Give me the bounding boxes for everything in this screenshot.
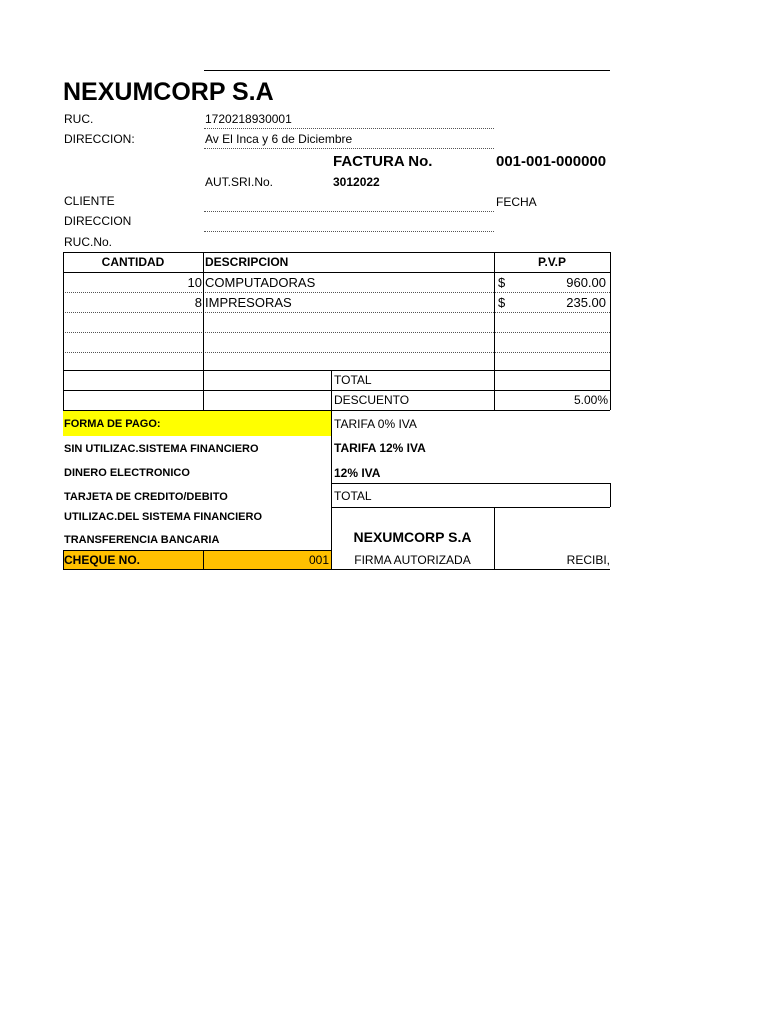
ruc-value: 1720218930001 — [205, 112, 292, 126]
row-sep-2 — [63, 312, 610, 313]
client-ruc-label: RUC.No. — [64, 235, 113, 249]
address-underline — [204, 148, 494, 149]
table-top-border — [63, 252, 610, 253]
payment-option-2: DINERO ELECTRONICO — [64, 467, 190, 479]
factura-number: 001-001-000000 — [496, 153, 607, 170]
top-rule — [204, 70, 610, 71]
tax-total-top — [331, 483, 610, 484]
fecha-label: FECHA — [496, 195, 537, 209]
aut-value: 3012022 — [333, 175, 380, 189]
iva-12-label: 12% IVA — [334, 466, 381, 480]
firma-autorizada: FIRMA AUTORIZADA — [354, 553, 471, 567]
cheque-top-border — [63, 550, 331, 551]
table-body-bottom — [63, 370, 610, 371]
ruc-label: RUC. — [64, 112, 94, 126]
row-sep-3 — [63, 332, 610, 333]
row1-cantidad: 10 — [187, 275, 202, 290]
company-name: NEXUMCORP S.A — [63, 78, 274, 106]
address-label: DIRECCION: — [64, 132, 135, 146]
ruc-underline — [204, 128, 494, 129]
row2-descripcion: IMPRESORAS — [205, 295, 292, 310]
row-sep-4 — [63, 352, 610, 353]
header-cantidad: CANTIDAD — [101, 255, 165, 269]
col-sep-pvp — [494, 252, 495, 410]
row2-currency: $ — [498, 295, 506, 310]
cheque-value: 001 — [308, 553, 329, 567]
forma-de-pago-label: FORMA DE PAGO: — [64, 418, 161, 430]
cliente-underline — [204, 211, 494, 212]
payment-option-5: TRANSFERENCIA BANCARIA — [64, 534, 220, 546]
cliente-label: CLIENTE — [64, 194, 115, 208]
row1-descripcion: COMPUTADORAS — [205, 275, 316, 290]
payment-option-4: UTILIZAC.DEL SISTEMA FINANCIERO — [64, 511, 262, 523]
tax-total-right — [610, 483, 611, 507]
total-row-bottom — [63, 390, 610, 391]
col-sep-summary — [331, 370, 332, 410]
total-label: TOTAL — [334, 373, 372, 387]
row2-pvp: 235.00 — [566, 295, 606, 310]
factura-label: FACTURA No. — [333, 153, 433, 170]
payment-option-1: SIN UTILIZAC.SISTEMA FINANCIERO — [64, 443, 259, 455]
header-pvp: P.V.P — [537, 255, 567, 269]
descuento-value: 5.00% — [573, 393, 608, 407]
direccion-underline — [204, 231, 494, 232]
row2-cantidad: 8 — [194, 295, 202, 310]
tax-total-bottom — [331, 507, 610, 508]
row-sep-1 — [63, 292, 610, 293]
client-direccion-label: DIRECCION — [64, 214, 132, 228]
aut-label: AUT.SRI.No. — [205, 175, 274, 189]
tax-total-label: TOTAL — [334, 489, 372, 503]
col-sep-qty — [203, 252, 204, 410]
row1-pvp: 960.00 — [566, 275, 606, 290]
tarifa-0-label: TARIFA 0% IVA — [334, 417, 417, 431]
table-right-border — [610, 252, 611, 410]
recibi-label: RECIBI, — [566, 553, 610, 567]
payment-option-3: TARJETA DE CREDITO/DEBITO — [64, 491, 228, 503]
address-value: Av El Inca y 6 de Diciembre — [205, 132, 353, 146]
header-descripcion: DESCRIPCION — [205, 255, 289, 269]
cheque-label: CHEQUE NO. — [64, 553, 141, 567]
tarifa-12-label: TARIFA 12% IVA — [334, 441, 426, 455]
row1-currency: $ — [498, 275, 506, 290]
tax-col-border — [331, 410, 332, 569]
table-header-border — [63, 272, 610, 273]
signature-company: NEXUMCORP S.A — [353, 529, 472, 545]
descuento-label: DESCUENTO — [334, 393, 410, 407]
page-bottom-rule — [63, 569, 610, 570]
